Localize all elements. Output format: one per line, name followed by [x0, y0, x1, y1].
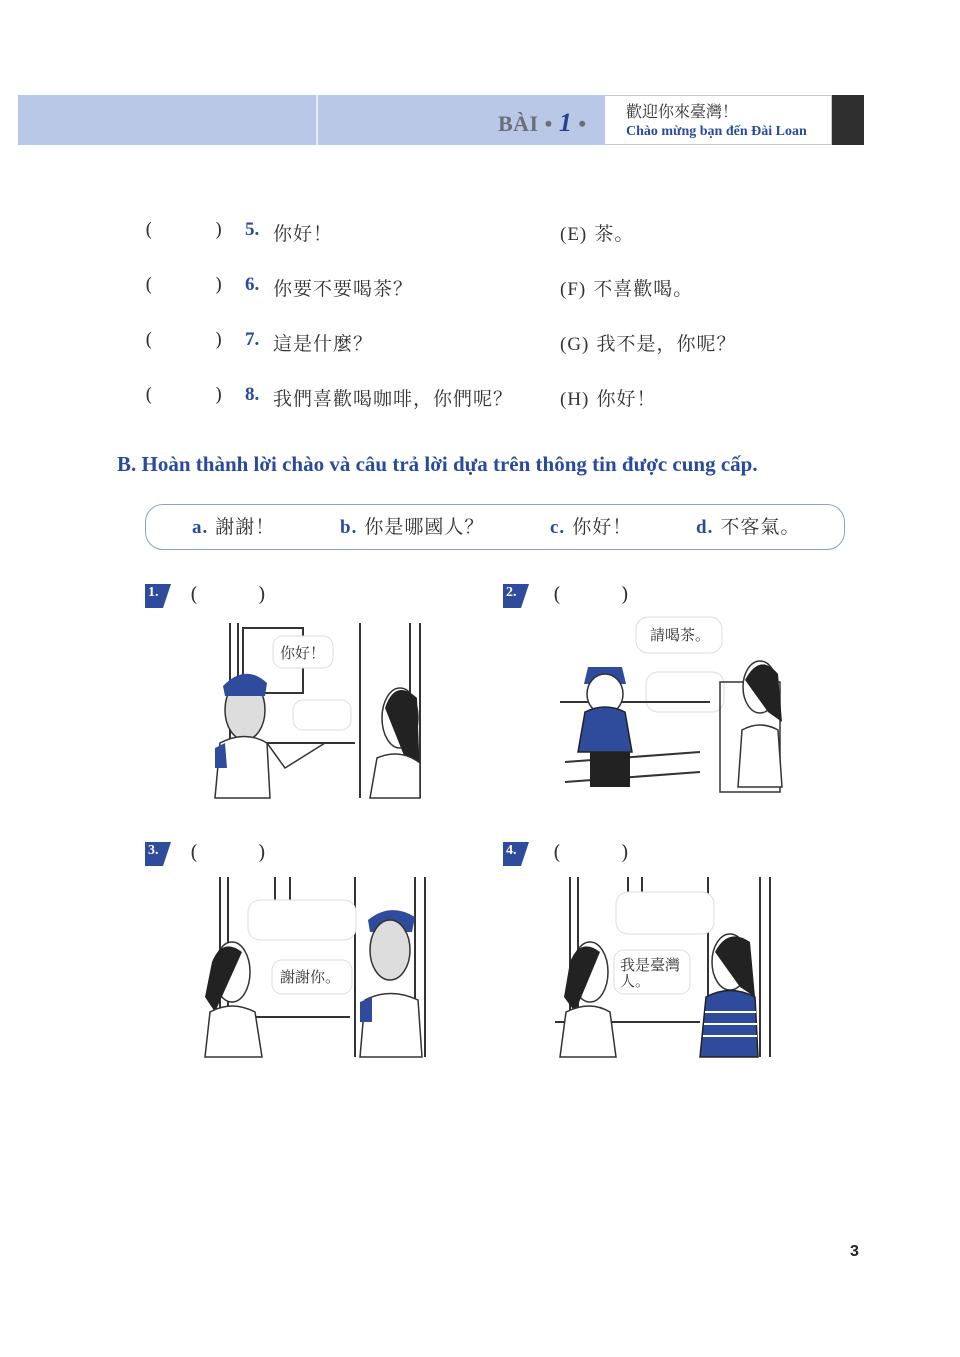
option-d: d. 不客氣。: [696, 516, 801, 538]
question-number: 7.: [245, 329, 260, 350]
answer-option: (E) 茶。: [560, 223, 635, 245]
exercise-number-badge: 2.: [503, 584, 529, 608]
answer-option: (F) 不喜歡喝。: [560, 278, 694, 300]
speech-bubble-text: 謝謝你。: [280, 968, 341, 986]
empty-speech-bubble: [248, 900, 356, 940]
question-text: 你好！: [273, 223, 334, 245]
question-number: 5.: [245, 219, 260, 240]
exercise-number-badge: 4.: [503, 842, 529, 866]
exercise-answer-blank: ( ): [553, 582, 629, 606]
speech-bubble-text: 你好！: [280, 644, 326, 662]
answer-blank-close: ): [215, 219, 223, 241]
answer-option: (G) 我不是，你呢？: [560, 333, 737, 355]
header-dark-tab: [832, 95, 864, 145]
option-b: b. 你是哪國人？: [340, 516, 485, 538]
question-number: 6.: [245, 274, 260, 295]
speech-bubble-text: 請喝茶。: [650, 626, 711, 644]
illustration-tea: [560, 612, 790, 800]
option-c: c. 你好！: [550, 516, 633, 538]
answer-blank-close: ): [215, 384, 223, 406]
exercise-number-badge: 1.: [145, 584, 171, 608]
question-text: 我們喜歡喝咖啡，你們呢？: [273, 388, 514, 410]
speech-bubble-text: 我是臺灣: [620, 956, 681, 974]
question-text: 你要不要喝茶？: [273, 278, 414, 300]
exercise-number-badge: 3.: [145, 842, 171, 866]
answer-blank-open: (: [145, 219, 153, 241]
header-divider: [316, 95, 318, 145]
illustration-nationality: [550, 872, 780, 1060]
section-b-title: B. Hoàn thành lời chào và câu trả lời dựa trên thông tin được cung cấp.: [117, 452, 758, 476]
lesson-title-zh: 歡迎你來臺灣！: [626, 102, 739, 121]
answer-blank-close: ): [215, 329, 223, 351]
empty-speech-bubble: [616, 892, 714, 934]
lesson-number: 1: [558, 108, 573, 137]
lesson-label: BÀI • 1 •: [498, 108, 587, 137]
empty-speech-bubble: [293, 700, 351, 730]
question-number: 8.: [245, 384, 260, 405]
speech-bubble-text: 人。: [620, 972, 651, 990]
answer-option: (H) 你好！: [560, 388, 657, 410]
question-text: 這是什麼？: [273, 333, 374, 355]
exercise-answer-blank: ( ): [190, 582, 266, 606]
empty-speech-bubble: [646, 672, 724, 712]
illustration-thanks: [200, 872, 435, 1060]
lesson-title-vi: Chào mừng bạn đến Đài Loan: [626, 124, 807, 139]
exercise-answer-blank: ( ): [190, 840, 266, 864]
page-number: 3: [850, 1243, 859, 1260]
answer-blank-open: (: [145, 329, 153, 351]
answer-blank-close: ): [215, 274, 223, 296]
illustration-greeting: [205, 618, 435, 800]
option-a: a. 謝謝！: [192, 516, 276, 538]
answer-blank-open: (: [145, 384, 153, 406]
answer-blank-open: (: [145, 274, 153, 296]
exercise-answer-blank: ( ): [553, 840, 629, 864]
